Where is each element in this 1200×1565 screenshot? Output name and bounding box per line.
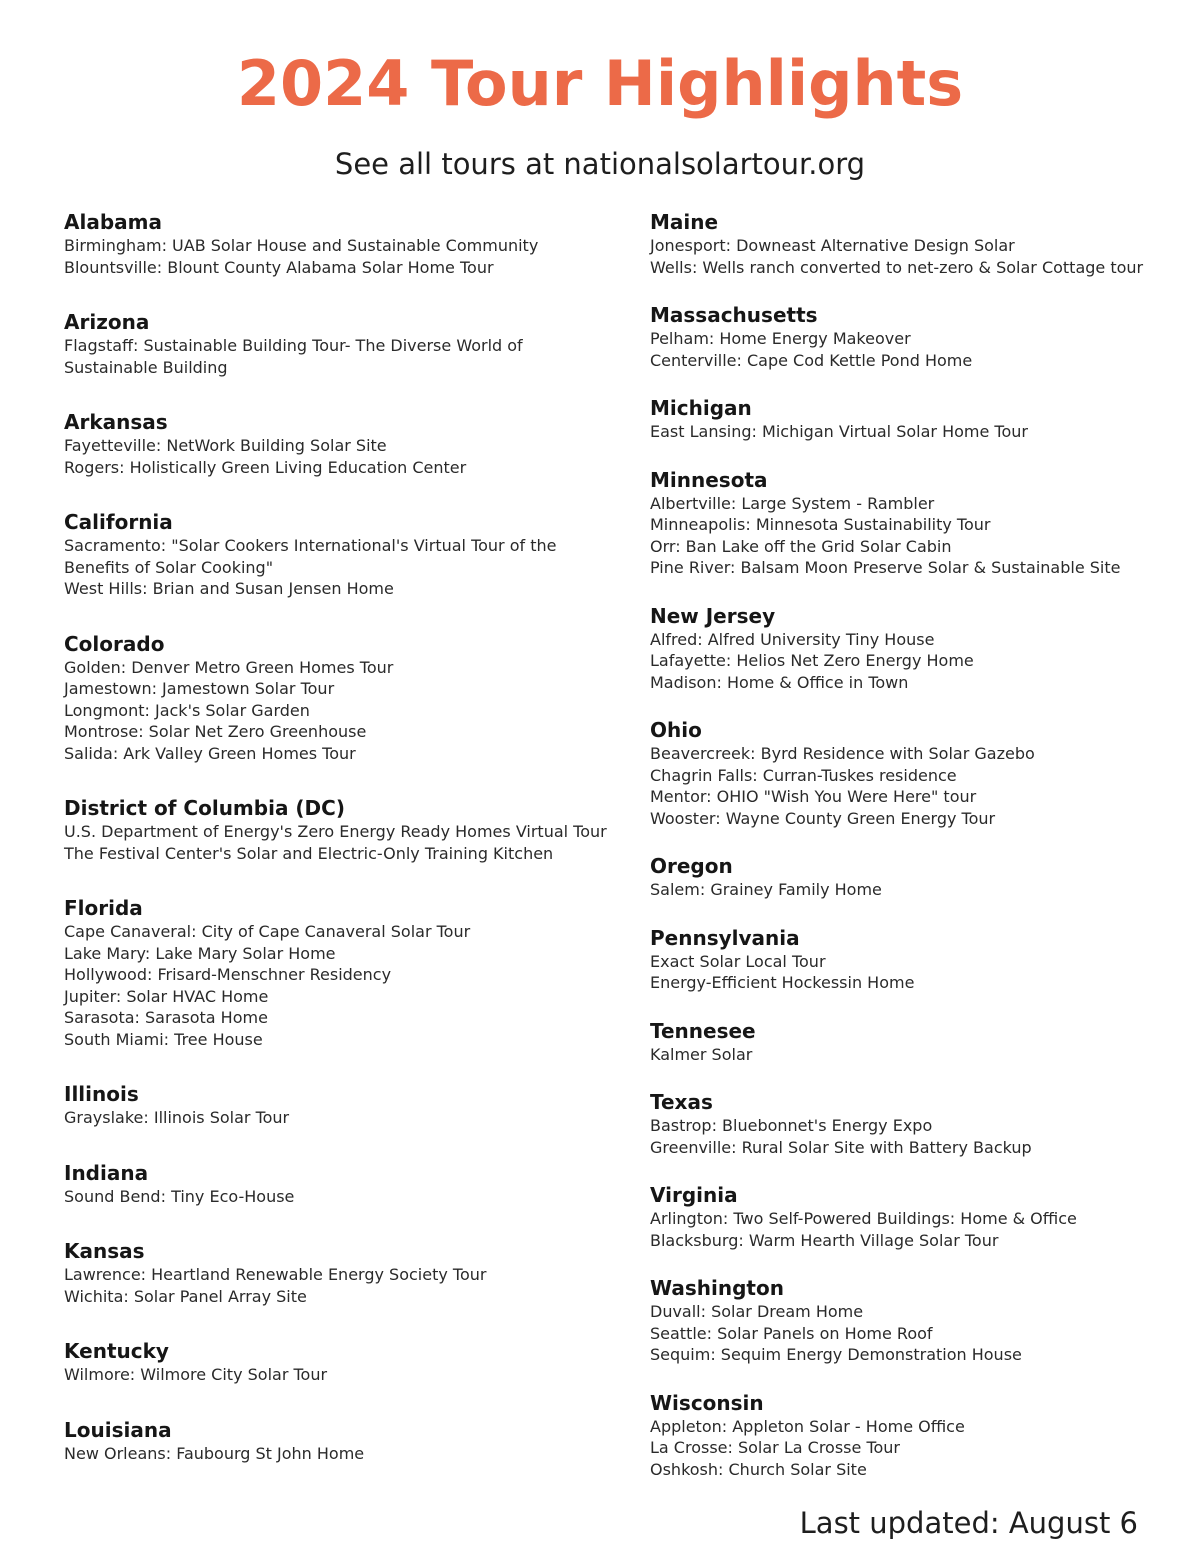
tour-item: Pine River: Balsam Moon Preserve Solar & Sustainable Site [650,558,1121,577]
state-section [650,1391,1170,1481]
tour-item: West Hills: Brian and Susan Jensen Home [64,579,394,598]
state-heading: Michigan [650,396,752,420]
tour-item: Rogers: Holistically Green Living Education Center [64,457,467,477]
state-heading: Arizona [64,310,150,334]
tour-item: Lawrence: Heartland Renewable Energy Society Tour [64,1265,487,1284]
tour-item: Chagrin Falls: Curran-Tuskes residence [650,765,957,785]
tour-item: Montrose: Solar Net Zero Greenhouse [64,722,367,741]
tour-item: Jonesport: Downeast Alternative Design Solar [650,236,1015,255]
tour-item: Minneapolis: Minnesota Sustainability Tour [650,515,991,534]
tour-item: Longmont: Jack's Solar Garden [64,700,310,720]
state-section [64,1239,624,1307]
state-heading: Texas [650,1090,713,1114]
tour-item: New Orleans: Faubourg St John Home [64,1443,365,1463]
state-section [64,210,624,278]
state-heading: District of Columbia (DC) [64,796,345,820]
state-section [650,718,1170,829]
tour-item: Jupiter: Solar HVAC Home [64,986,269,1006]
state-heading: Minnesota [650,467,768,492]
state-heading: Colorado [64,631,165,656]
state-heading: Wisconsin [650,1390,764,1415]
state-section [650,1090,1170,1158]
tour-item: Greenville: Rural Solar Site with Battery Backup [650,1137,1032,1157]
tour-item: Centerville: Cape Cod Kettle Pond Home [650,350,973,370]
state-section [64,410,624,478]
right-column [650,210,1170,1505]
state-heading: Alabama [64,210,162,234]
tour-item: Blacksburg: Warm Hearth Village Solar Tour [650,1230,999,1250]
tour-item: Exact Solar Local Tour [650,951,826,971]
state-section [64,1082,624,1129]
state-section [650,1183,1170,1251]
tour-item: Flagstaff: Sustainable Building Tour- The Diverse World of [64,336,523,355]
state-heading: Maine [650,210,719,234]
tour-item: Golden: Denver Metro Green Homes Tour [64,657,394,677]
tour-item: Alfred: Alfred University Tiny House [650,629,935,649]
state-section [64,632,624,765]
state-heading: Indiana [64,1160,149,1185]
state-section [64,1418,624,1465]
tour-item: Sustainable Building [64,357,228,377]
tour-item: The Festival Center's Solar and Electric-Only Training Kitchen [64,843,554,863]
state-heading: New Jersey [650,603,776,628]
tour-item: Lake Mary: Lake Mary Solar Home [64,943,336,963]
tour-item: Duvall: Solar Dream Home [650,1302,864,1321]
state-section [650,210,1170,278]
state-heading: Illinois [64,1082,139,1106]
tour-item: Jamestown: Jamestown Solar Tour [64,679,335,698]
state-heading: Pennsylvania [650,925,800,950]
tour-item: La Crosse: Solar La Crosse Tour [650,1438,900,1457]
state-heading: Tennesee [650,1018,756,1043]
state-section [64,1161,624,1208]
state-section [64,896,624,1050]
tour-item: Salem: Grainey Family Home [650,880,882,899]
state-heading: Louisiana [64,1417,172,1442]
tour-item: Appleton: Appleton Solar - Home Office [650,1416,965,1436]
tour-item: Arlington: Two Self-Powered Buildings: Home & Office [650,1209,1077,1228]
tour-item: Pelham: Home Energy Makeover [650,329,911,348]
state-section [650,1019,1170,1066]
state-section [64,310,624,378]
state-section [650,854,1170,901]
tour-item: Wooster: Wayne County Green Energy Tour [650,808,996,828]
tour-item: Sarasota: Sarasota Home [64,1008,268,1027]
tour-item: Hollywood: Frisard-Menschner Residency [64,965,392,984]
last-updated: Last updated: August 6 [799,1506,1138,1540]
page-title: 2024 Tour Highlights [236,47,964,120]
state-section [650,604,1170,694]
tour-item: Birmingham: UAB Solar House and Sustainable Community [64,236,539,255]
tour-item: Kalmer Solar [650,1044,753,1064]
tour-item: Mentor: OHIO "Wish You Were Here" tour [650,787,977,806]
tour-item: Blountsville: Blount County Alabama Solar Home Tour [64,257,494,277]
tour-item: Wells: Wells ranch converted to net-zero & Solar Cottage tour [650,257,1144,277]
state-heading: Kentucky [64,1339,169,1363]
tour-item: Bastrop: Bluebonnet's Energy Expo [650,1116,933,1135]
state-section [650,303,1170,371]
tour-item: South Miami: Tree House [64,1029,263,1049]
tour-item: Fayetteville: NetWork Building Solar Site [64,436,387,455]
state-heading: Arkansas [64,410,168,434]
state-heading: Massachusetts [650,303,818,327]
tour-item: Madison: Home & Office in Town [650,672,909,692]
tour-item: Benefits of Solar Cooking" [64,557,274,577]
tour-item: Beavercreek: Byrd Residence with Solar Gazebo [650,744,1035,763]
state-section [64,510,624,600]
tour-item: Seattle: Solar Panels on Home Roof [650,1323,933,1343]
tour-item: Oshkosh: Church Solar Site [650,1459,867,1479]
tour-item: Grayslake: Illinois Solar Tour [64,1108,290,1127]
state-section [64,1339,624,1386]
tour-item: Salida: Ark Valley Green Homes Tour [64,743,356,763]
state-heading: Virginia [650,1183,738,1207]
tour-item: Energy-Efficient Hockessin Home [650,973,915,992]
state-section [64,796,624,864]
tour-item: East Lansing: Michigan Virtual Solar Home Tour [650,422,1028,441]
state-section [650,396,1170,443]
tour-item: Sequim: Sequim Energy Demonstration House [650,1345,1022,1364]
tour-item: Sound Bend: Tiny Eco-House [64,1186,295,1206]
tour-item: Cape Canaveral: City of Cape Canaveral Solar Tour [64,922,471,941]
state-heading: Washington [650,1276,784,1300]
state-heading: Kansas [64,1239,145,1263]
left-column [64,210,624,1496]
tour-item: Wilmore: Wilmore City Solar Tour [64,1365,328,1384]
state-section [650,468,1170,579]
tour-item: Orr: Ban Lake off the Grid Solar Cabin [650,536,952,556]
state-heading: Oregon [650,854,733,878]
tour-item: U.S. Department of Energy's Zero Energy Ready Homes Virtual Tour [64,822,607,841]
tour-item: Sacramento: "Solar Cookers International's Virtual Tour of the [64,536,557,555]
state-heading: Ohio [650,718,702,742]
state-heading: California [64,510,173,534]
tour-item: Wichita: Solar Panel Array Site [64,1286,307,1306]
tour-item: Lafayette: Helios Net Zero Energy Home [650,651,974,670]
state-section [650,1276,1170,1366]
tour-item: Albertville: Large System - Rambler [650,493,935,513]
state-heading: Florida [64,896,143,920]
state-section [650,926,1170,994]
subtitle: See all tours at nationalsolartour.org [334,147,866,181]
